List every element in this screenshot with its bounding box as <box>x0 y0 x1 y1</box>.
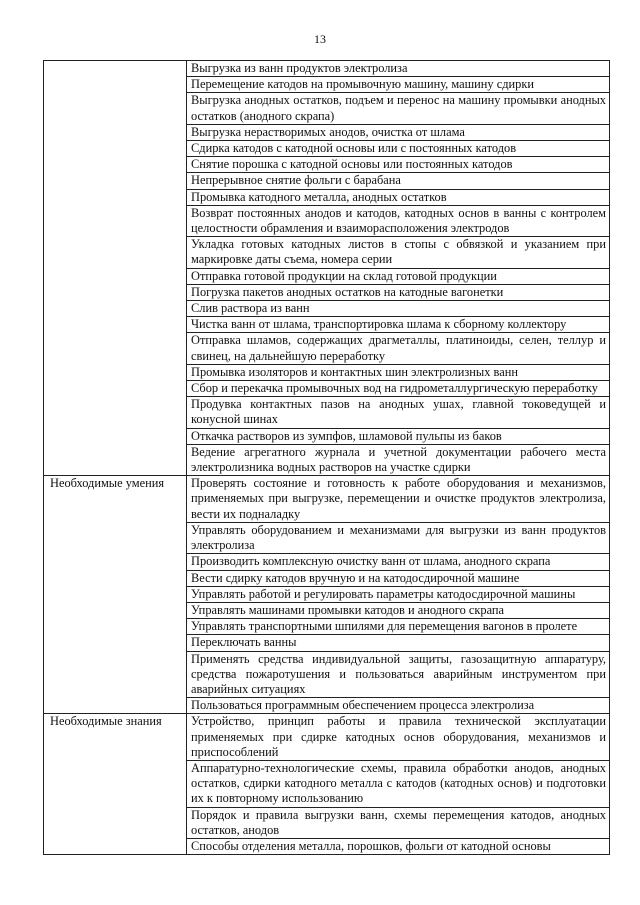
skills-item-cell: Управлять машинами промывки катодов и анодного скрапа <box>187 602 610 618</box>
continuation-item-cell: Промывка катодного металла, анодных остатков <box>187 189 610 205</box>
continuation-item-cell: Отправка готовой продукции на склад готовой продукции <box>187 268 610 284</box>
continuation-item-cell: Снятие порошка с катодной основы или постоянных катодов <box>187 157 610 173</box>
table-row <box>44 476 610 523</box>
skills-item-cell: Вести сдирку катодов вручную и на катодосдирочной машине <box>187 570 610 586</box>
skills-category-cell: Необходимые умения <box>44 476 187 714</box>
continuation-item-cell: Промывка изоляторов и контактных шин электролизных ванн <box>187 364 610 380</box>
continuation-item-cell: Погрузка пакетов анодных остатков на катодные вагонетки <box>187 284 610 300</box>
continuation-item-cell: Отправка шламов, содержащих драгметаллы, платиноиды, селен, теллур и свинец, на дальнейшую переработку <box>187 333 610 364</box>
continuation-item-cell: Возврат постоянных анодов и катодов, катодных основ в ванны с контролем целостности обрамления и взаиморасположения электродов <box>187 205 610 236</box>
table-body <box>44 61 610 855</box>
continuation-item-cell: Сбор и перекачка промывочных вод на гидрометаллургическую переработку <box>187 381 610 397</box>
continuation-item-cell: Выгрузка из ванн продуктов электролиза <box>187 61 610 77</box>
skills-item-cell: Переключать ванны <box>187 635 610 651</box>
continuation-item-cell: Непрерывное снятие фольги с барабана <box>187 173 610 189</box>
knowledge-item-cell: Способы отделения металла, порошков, фольги от катодной основы <box>187 838 610 854</box>
skills-item-cell: Проверять состояние и готовность к работе оборудования и механизмов, применяемых при выгрузке, перемещении и очистке продуктов электролиза, вести их подналадку <box>187 476 610 523</box>
qualification-table <box>43 60 610 855</box>
continuation-item-cell: Ведение агрегатного журнала и учетной документации рабочего места электролизника водных растворов на участке сдирки <box>187 444 610 475</box>
page-number: 13 <box>314 32 326 46</box>
table-row <box>44 61 610 77</box>
continuation-item-cell: Выгрузка нерастворимых анодов, очистка от шлама <box>187 124 610 140</box>
continuation-item-cell: Выгрузка анодных остатков, подъем и перенос на машину промывки анодных остатков (анодного скрапа) <box>187 93 610 124</box>
skills-item-cell: Управлять транспортными шпилями для перемещения вагонов в пролете <box>187 619 610 635</box>
continuation-item-cell: Слив раствора из ванн <box>187 301 610 317</box>
continuation-item-cell: Откачка растворов из зумпфов, шламовой пульпы из баков <box>187 428 610 444</box>
knowledge-category-cell: Необходимые знания <box>44 714 187 855</box>
table-row <box>44 714 610 761</box>
continuation-item-cell: Сдирка катодов с катодной основы или с постоянных катодов <box>187 141 610 157</box>
skills-item-cell: Пользоваться программным обеспечением процесса электролиза <box>187 698 610 714</box>
continuation-category-cell <box>44 61 187 476</box>
continuation-item-cell: Перемещение катодов на промывочную машину, машину сдирки <box>187 77 610 93</box>
skills-item-cell: Управлять работой и регулировать параметры катодосдирочной машины <box>187 586 610 602</box>
skills-item-cell: Управлять оборудованием и механизмами для выгрузки из ванн продуктов электролиза <box>187 522 610 553</box>
knowledge-item-cell: Аппаратурно-технологические схемы, правила обработки анодов, анодных остатков, сдирки катодного металла с катодов (катодных основ) и подготовки их к повторному использованию <box>187 760 610 807</box>
skills-item-cell: Применять средства индивидуальной защиты, газозащитную аппаратуру, средства пожаротушения и пользоваться аварийным инструментом при аварийных ситуациях <box>187 651 610 698</box>
continuation-item-cell: Чистка ванн от шлама, транспортировка шлама к сборному коллектору <box>187 317 610 333</box>
skills-item-cell: Производить комплексную очистку ванн от шлама, анодного скрапа <box>187 554 610 570</box>
continuation-item-cell: Продувка контактных пазов на анодных ушах, главной токоведущей и конусной шинах <box>187 397 610 428</box>
knowledge-item-cell: Порядок и правила выгрузки ванн, схемы перемещения катодов, анодных остатков, анодов <box>187 807 610 838</box>
continuation-item-cell: Укладка готовых катодных листов в стопы с обвязкой и указанием при маркировке даты съема, номера серии <box>187 237 610 268</box>
knowledge-item-cell: Устройство, принцип работы и правила технической эксплуатации применяемых при сдирке катодных основ оборудования, механизмов и приспособлений <box>187 714 610 761</box>
